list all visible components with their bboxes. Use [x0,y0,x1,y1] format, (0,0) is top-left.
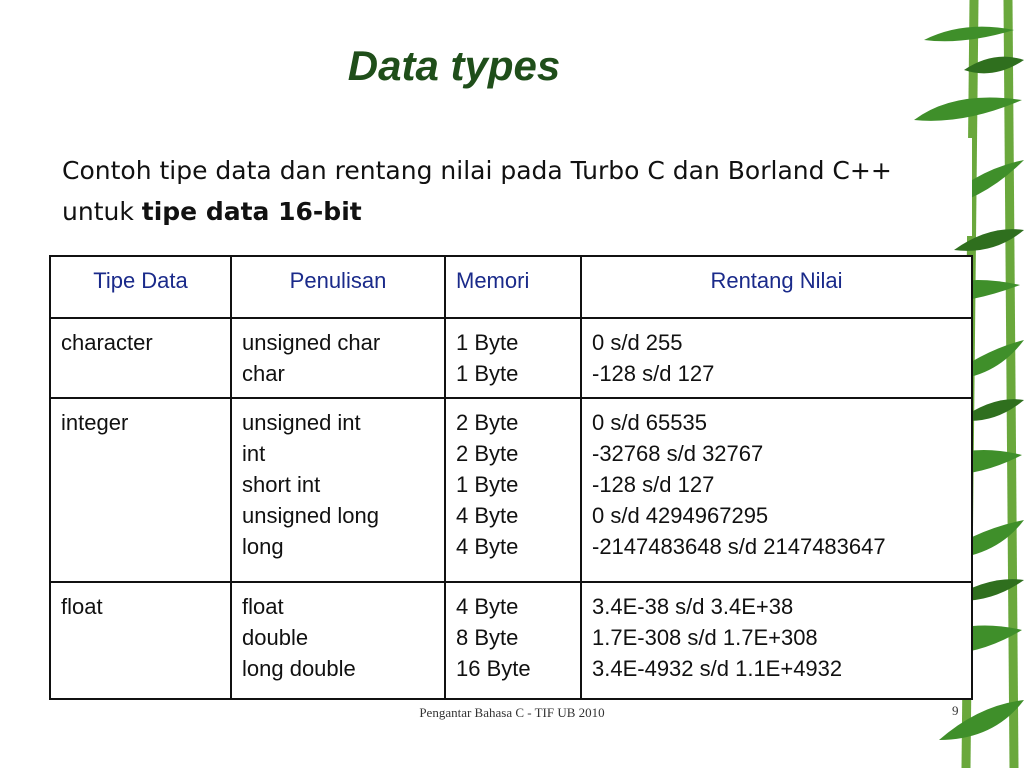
data-types-table [49,255,973,700]
memory-value: 16 Byte [456,656,531,681]
range-value: 3.4E-4932 s/d 1.1E+4932 [592,656,843,681]
declaration: char [242,361,285,386]
memory-value: 1 Byte [456,330,519,355]
memory-value: 4 Byte [456,594,519,619]
cell-declarations [231,398,445,582]
range-value: 1.7E-308 s/d 1.7E+308 [592,625,818,650]
cell-type: character [50,318,231,398]
range-value: -128 s/d 127 [592,472,715,497]
cell-ranges [581,582,972,699]
memory-value: 1 Byte [456,472,519,497]
memory-value: 8 Byte [456,625,519,650]
subtitle-line-2-bold: tipe data 16-bit [141,197,362,226]
range-value: -128 s/d 127 [592,361,715,386]
slide-title: Data types [347,42,561,89]
cell-memory [445,582,581,699]
cell-declarations [231,318,445,398]
subtitle-line-2-prefix: untuk [62,197,142,226]
memory-value: 2 Byte [456,441,519,466]
cell-memory [445,398,581,582]
range-value: 0 s/d 4294967295 [592,503,769,528]
memory-value: 2 Byte [456,410,519,435]
slide-subtitle [62,150,972,232]
declaration: unsigned int [242,410,361,435]
table-row [50,582,972,699]
declaration: short int [242,472,321,497]
range-value: -2147483648 s/d 2147483647 [592,534,886,559]
page-number: 9 [952,703,959,718]
header-tipe-data: Tipe Data [50,256,231,318]
declaration: double [242,625,309,650]
table-row [50,398,972,582]
cell-ranges [581,398,972,582]
declaration: long [242,534,284,559]
header-penulisan: Penulisan [231,256,445,318]
declaration: unsigned char [242,330,381,355]
declaration: unsigned long [242,503,380,528]
memory-value: 4 Byte [456,534,519,559]
memory-value: 4 Byte [456,503,519,528]
table-header-row [50,256,972,318]
slide-footer: Pengantar Bahasa C - TIF UB 2010 [419,705,605,720]
header-memori: Memori [445,256,581,318]
cell-memory [445,318,581,398]
range-value: 0 s/d 65535 [592,410,707,435]
cell-type: integer [50,398,231,582]
cell-declarations [231,582,445,699]
cell-type: float [50,582,231,699]
declaration: int [242,441,266,466]
declaration: float [242,594,284,619]
declaration: long double [242,656,356,681]
header-rentang-nilai: Rentang Nilai [581,256,972,318]
cell-ranges [581,318,972,398]
range-value: 0 s/d 255 [592,330,683,355]
table-row [50,318,972,398]
memory-value: 1 Byte [456,361,519,386]
range-value: -32768 s/d 32767 [592,441,764,466]
range-value: 3.4E-38 s/d 3.4E+38 [592,594,794,619]
subtitle-line-1: Contoh tipe data dan rentang nilai pada Turbo C dan Borland C++ [62,156,892,185]
